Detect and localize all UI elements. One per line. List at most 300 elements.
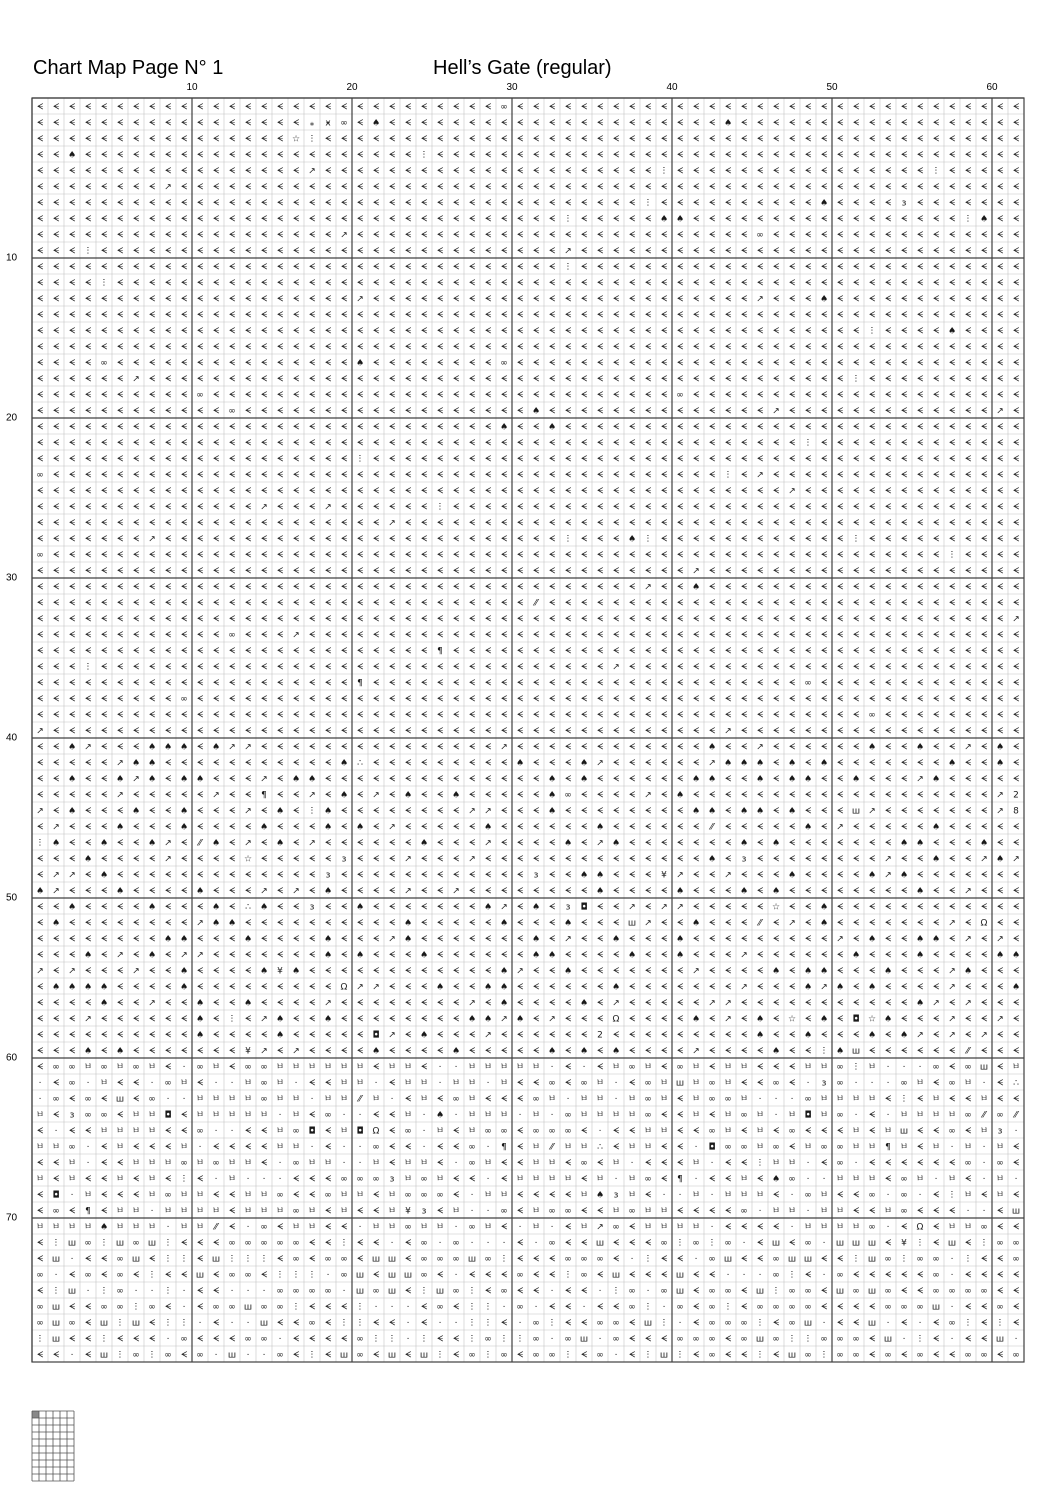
stitch-symbol: ᗕ (373, 1319, 380, 1329)
stitch-symbol: ᗕ (261, 1127, 268, 1137)
stitch-symbol: ᗕ (149, 327, 156, 337)
stitch-symbol: ᗕ (517, 855, 524, 865)
stitch-symbol: ᗕ (661, 551, 668, 561)
stitch-symbol: ㅂ (628, 1191, 637, 1201)
stitch-symbol: ᗕ (453, 327, 460, 337)
stitch-symbol: ᗕ (581, 503, 588, 513)
stitch-symbol: ᗕ (437, 663, 444, 673)
stitch-symbol: ᗕ (805, 631, 812, 641)
stitch-symbol: ᗕ (677, 1095, 684, 1105)
stitch-symbol: ᗕ (901, 423, 908, 433)
stitch-symbol: ᗕ (789, 999, 796, 1009)
stitch-symbol: ∞ (452, 1287, 460, 1297)
stitch-symbol: ☆ (244, 855, 252, 865)
stitch-symbol: ᗕ (853, 423, 860, 433)
stitch-symbol: ᗕ (645, 247, 652, 257)
stitch-symbol: ᗕ (469, 583, 476, 593)
stitch-symbol: ᗕ (565, 199, 572, 209)
stitch-symbol: ♠ (580, 871, 588, 881)
stitch-symbol: ᗕ (437, 375, 444, 385)
stitch-symbol: ᗕ (341, 1223, 348, 1233)
stitch-symbol: ᗕ (421, 663, 428, 673)
stitch-symbol: ᗕ (277, 375, 284, 385)
stitch-symbol: ᗕ (565, 1079, 572, 1089)
stitch-symbol: ∞ (756, 1303, 764, 1313)
stitch-symbol: ᗕ (869, 791, 876, 801)
stitch-symbol: ᗕ (421, 759, 428, 769)
stitch-symbol: ᗕ (885, 583, 892, 593)
stitch-symbol: ᗕ (469, 567, 476, 577)
stitch-symbol: ᗕ (565, 311, 572, 321)
stitch-symbol: ᗕ (997, 343, 1004, 353)
stitch-symbol: ᗕ (677, 983, 684, 993)
stitch-symbol: · (423, 1111, 426, 1121)
stitch-symbol: ᗕ (277, 151, 284, 161)
stitch-symbol: ㅂ (564, 1175, 573, 1185)
stitch-symbol: ᗕ (581, 743, 588, 753)
stitch-symbol: ᗕ (469, 711, 476, 721)
stitch-symbol: ᗕ (805, 167, 812, 177)
stitch-symbol: ᗕ (357, 487, 364, 497)
stitch-symbol: ᗕ (229, 199, 236, 209)
stitch-symbol: ᗕ (437, 551, 444, 561)
stitch-symbol: ᗕ (917, 103, 924, 113)
stitch-symbol: ᗕ (581, 647, 588, 657)
stitch-symbol: ᗕ (853, 215, 860, 225)
stitch-symbol: ㅂ (84, 1223, 93, 1233)
stitch-symbol: ᗕ (197, 359, 204, 369)
stitch-symbol: ♠ (740, 759, 748, 769)
stitch-symbol: ᗕ (437, 423, 444, 433)
stitch-symbol: ᗕ (613, 823, 620, 833)
stitch-symbol: ᗕ (965, 295, 972, 305)
stitch-symbol: ᗕ (677, 1255, 684, 1265)
stitch-symbol: ᗕ (549, 519, 556, 529)
stitch-symbol: ᗕ (533, 439, 540, 449)
stitch-symbol: Ω (341, 983, 348, 993)
stitch-symbol: ᗕ (901, 615, 908, 625)
stitch-symbol: ♠ (212, 743, 220, 753)
stitch-symbol: ᗕ (517, 599, 524, 609)
stitch-symbol: ♠ (404, 919, 412, 929)
stitch-symbol: ᗕ (981, 295, 988, 305)
stitch-symbol: ᗕ (981, 823, 988, 833)
stitch-symbol: ∞ (532, 1127, 540, 1137)
stitch-symbol: ᗕ (405, 247, 412, 257)
stitch-symbol: ᗕ (149, 919, 156, 929)
stitch-symbol: ᗕ (661, 343, 668, 353)
stitch-symbol: ᗕ (725, 199, 732, 209)
stitch-symbol: ᗕ (517, 519, 524, 529)
stitch-symbol: ᗕ (149, 151, 156, 161)
stitch-symbol: ∞ (500, 1351, 508, 1361)
stitch-symbol: ♠ (292, 967, 300, 977)
stitch-symbol: ᗕ (773, 871, 780, 881)
stitch-symbol: ᗕ (437, 391, 444, 401)
stitch-symbol: ᗕ (117, 1079, 124, 1089)
stitch-symbol: ∞ (516, 1303, 524, 1313)
stitch-symbol: ♠ (500, 919, 508, 929)
stitch-symbol: ᗕ (805, 231, 812, 241)
stitch-symbol: ♠ (980, 215, 988, 225)
stitch-symbol: ᗕ (517, 375, 524, 385)
stitch-symbol: ᗕ (821, 263, 828, 273)
stitch-symbol: ᗕ (133, 279, 140, 289)
stitch-symbol: ᗕ (709, 951, 716, 961)
stitch-symbol: ᗕ (245, 1143, 252, 1153)
stitch-symbol: ᗕ (197, 183, 204, 193)
stitch-symbol: · (663, 1191, 666, 1201)
stitch-symbol: ᗕ (421, 807, 428, 817)
stitch-symbol: ᗕ (485, 695, 492, 705)
stitch-symbol: ㅂ (532, 1111, 541, 1121)
stitch-symbol: ∞ (804, 1095, 812, 1105)
stitch-symbol: ♠ (244, 935, 252, 945)
stitch-symbol: · (983, 1207, 986, 1217)
stitch-symbol: ♠ (996, 951, 1004, 961)
stitch-symbol: ∞ (932, 1287, 940, 1297)
stitch-symbol: ᗕ (709, 887, 716, 897)
stitch-symbol: ∞ (804, 679, 812, 689)
stitch-symbol: ш (52, 1319, 60, 1329)
stitch-symbol: ᗕ (133, 695, 140, 705)
stitch-symbol: ᗕ (357, 471, 364, 481)
stitch-symbol: ᗕ (245, 391, 252, 401)
stitch-symbol: ᗕ (181, 103, 188, 113)
stitch-symbol: ᗕ (725, 775, 732, 785)
stitch-symbol: ᗕ (165, 279, 172, 289)
stitch-symbol: ᗕ (197, 263, 204, 273)
stitch-symbol: ᗕ (69, 551, 76, 561)
stitch-symbol: ᗕ (389, 663, 396, 673)
stitch-symbol: ᗕ (741, 647, 748, 657)
stitch-symbol: ᗕ (885, 359, 892, 369)
stitch-symbol: ↗ (308, 791, 316, 801)
stitch-symbol: ↗ (324, 503, 332, 513)
stitch-symbol: ∞ (276, 1191, 284, 1201)
stitch-symbol: ᗕ (853, 999, 860, 1009)
stitch-symbol: ᗕ (885, 1271, 892, 1281)
stitch-symbol: ᗕ (709, 1175, 716, 1185)
stitch-symbol: ᗕ (629, 439, 636, 449)
stitch-symbol: ш (900, 1127, 908, 1137)
stitch-symbol: ᗕ (949, 1063, 956, 1073)
stitch-symbol: ᗕ (53, 151, 60, 161)
stitch-symbol: ᗕ (197, 567, 204, 577)
stitch-symbol: ᗕ (165, 663, 172, 673)
stitch-symbol: ᗕ (869, 663, 876, 673)
stitch-symbol: ∞ (324, 1287, 332, 1297)
stitch-symbol: ♠ (756, 1015, 764, 1025)
stitch-symbol: ᗕ (261, 487, 268, 497)
stitch-symbol: ᗕ (405, 167, 412, 177)
stitch-symbol: ᗕ (901, 343, 908, 353)
stitch-symbol: ㅂ (500, 1079, 509, 1089)
stitch-symbol: ᗕ (901, 183, 908, 193)
stitch-symbol: ᗕ (197, 535, 204, 545)
stitch-symbol: ♠ (68, 151, 76, 161)
stitch-symbol: ᗕ (325, 167, 332, 177)
stitch-symbol: ᗕ (645, 1047, 652, 1057)
stitch-symbol: ᗕ (85, 1303, 92, 1313)
stitch-symbol: ᗕ (549, 695, 556, 705)
stitch-symbol: ᗕ (341, 503, 348, 513)
stitch-symbol: ♠ (84, 983, 92, 993)
stitch-symbol: ᗕ (533, 1079, 540, 1089)
stitch-symbol: ᗕ (709, 631, 716, 641)
stitch-symbol: ᗕ (293, 519, 300, 529)
stitch-symbol: ᗕ (725, 631, 732, 641)
stitch-symbol: ᗕ (965, 503, 972, 513)
stitch-symbol: ᗕ (773, 279, 780, 289)
stitch-symbol: ᗕ (277, 647, 284, 657)
stitch-symbol: ᗕ (677, 167, 684, 177)
stitch-symbol: ᗕ (885, 423, 892, 433)
stitch-symbol: ᗕ (469, 263, 476, 273)
stitch-symbol: ᗕ (517, 1207, 524, 1217)
stitch-symbol: ᗕ (997, 631, 1004, 641)
stitch-symbol: ᗕ (517, 871, 524, 881)
stitch-symbol: ᗕ (821, 567, 828, 577)
stitch-symbol: ♠ (180, 935, 188, 945)
stitch-symbol: ᗕ (1013, 535, 1020, 545)
stitch-symbol: ᗕ (821, 535, 828, 545)
stitch-symbol: ᗕ (453, 1031, 460, 1041)
stitch-symbol: ᗕ (693, 247, 700, 257)
stitch-symbol: ⵗ (359, 1319, 362, 1329)
stitch-symbol: ♠ (868, 983, 876, 993)
stitch-symbol: ᗕ (949, 823, 956, 833)
stitch-symbol: ᗕ (709, 471, 716, 481)
stitch-symbol: · (887, 1191, 890, 1201)
stitch-symbol: ㅂ (388, 1063, 397, 1073)
stitch-symbol: ᗕ (853, 311, 860, 321)
stitch-symbol: ᗕ (709, 647, 716, 657)
stitch-symbol: ᗕ (181, 583, 188, 593)
stitch-symbol: ᗕ (405, 695, 412, 705)
stitch-symbol: ᗕ (517, 231, 524, 241)
stitch-symbol: ♠ (452, 791, 460, 801)
stitch-symbol: · (823, 1319, 826, 1329)
stitch-symbol: ᗕ (741, 119, 748, 129)
stitch-symbol: ᗕ (357, 1031, 364, 1041)
stitch-symbol: ᗕ (869, 1127, 876, 1137)
stitch-symbol: ᗕ (421, 119, 428, 129)
stitch-symbol: ᗕ (725, 439, 732, 449)
stitch-symbol: ᗕ (565, 471, 572, 481)
stitch-symbol: ᗕ (885, 695, 892, 705)
stitch-symbol: ᗕ (885, 375, 892, 385)
stitch-symbol: ᗕ (917, 551, 924, 561)
stitch-symbol: ᗕ (885, 135, 892, 145)
stitch-symbol: ᗕ (197, 279, 204, 289)
stitch-symbol: ᗕ (741, 1287, 748, 1297)
stitch-symbol: ᗕ (581, 951, 588, 961)
stitch-symbol: ᗕ (821, 183, 828, 193)
stitch-symbol: ᗕ (933, 951, 940, 961)
stitch-symbol: ᗕ (805, 567, 812, 577)
stitch-symbol: ᗕ (149, 727, 156, 737)
stitch-symbol: ᗕ (309, 247, 316, 257)
stitch-symbol: ⵗ (823, 1047, 826, 1057)
stitch-symbol: ㅂ (196, 1095, 205, 1105)
stitch-symbol: · (519, 1319, 522, 1329)
stitch-symbol: ᗕ (549, 871, 556, 881)
stitch-symbol: ᗕ (709, 407, 716, 417)
stitch-symbol: ᗕ (901, 1271, 908, 1281)
stitch-symbol: ᗕ (725, 1351, 732, 1361)
stitch-symbol: ᗕ (725, 311, 732, 321)
stitch-symbol: ᗕ (293, 1319, 300, 1329)
stitch-symbol: ᗕ (437, 823, 444, 833)
stitch-symbol: ♠ (1012, 951, 1020, 961)
stitch-symbol: ᗕ (517, 327, 524, 337)
stitch-symbol: ↗ (308, 167, 316, 177)
stitch-symbol: ᗕ (101, 103, 108, 113)
stitch-symbol: ∞ (836, 1159, 844, 1169)
stitch-symbol: ᗕ (933, 983, 940, 993)
stitch-symbol: ᗕ (517, 119, 524, 129)
stitch-symbol: ♠ (548, 1047, 556, 1057)
stitch-symbol: ᗕ (981, 583, 988, 593)
stitch-symbol: ᗕ (693, 679, 700, 689)
stitch-symbol: ᗕ (325, 775, 332, 785)
stitch-symbol: · (615, 1079, 618, 1089)
stitch-symbol: ш (356, 1287, 364, 1297)
stitch-symbol: · (199, 1319, 202, 1329)
stitch-symbol: ᗕ (821, 519, 828, 529)
stitch-symbol: ᗕ (117, 1031, 124, 1041)
stitch-symbol: ᗕ (261, 807, 268, 817)
stitch-symbol: ᗕ (997, 999, 1004, 1009)
stitch-symbol: ᗕ (661, 1271, 668, 1281)
stitch-symbol: ᗕ (581, 551, 588, 561)
stitch-symbol: ᗕ (789, 711, 796, 721)
stitch-symbol: ᗕ (965, 567, 972, 577)
stitch-symbol: ᗕ (453, 871, 460, 881)
stitch-symbol: ᗕ (437, 887, 444, 897)
stitch-symbol: ᗕ (677, 743, 684, 753)
page-title: Chart Map Page N° 1 (33, 57, 223, 80)
stitch-symbol: ᗕ (949, 311, 956, 321)
stitch-symbol: ᗕ (277, 327, 284, 337)
stitch-symbol: ᗕ (837, 471, 844, 481)
stitch-symbol: ш (132, 1319, 140, 1329)
stitch-symbol: · (343, 1111, 346, 1121)
stitch-symbol: ᗕ (613, 871, 620, 881)
stitch-symbol: ᗕ (421, 983, 428, 993)
stitch-symbol: · (423, 1143, 426, 1153)
stitch-symbol: ᗕ (101, 375, 108, 385)
stitch-symbol: ᗕ (549, 823, 556, 833)
stitch-symbol: ᗕ (261, 759, 268, 769)
stitch-symbol: ᗕ (181, 263, 188, 273)
stitch-symbol: ᗕ (773, 439, 780, 449)
stitch-symbol: ᗕ (949, 1047, 956, 1057)
stitch-symbol: ᗕ (501, 247, 508, 257)
stitch-symbol: ㅂ (884, 1207, 893, 1217)
stitch-symbol: ᗕ (341, 951, 348, 961)
stitch-symbol: · (87, 1159, 90, 1169)
stitch-symbol: ᗕ (821, 679, 828, 689)
stitch-symbol: ᗕ (405, 199, 412, 209)
stitch-symbol: ᗕ (597, 807, 604, 817)
stitch-symbol: ᗕ (181, 279, 188, 289)
stitch-symbol: ↗ (116, 759, 124, 769)
stitch-symbol: ᗕ (117, 1335, 124, 1345)
stitch-symbol: ᗕ (277, 983, 284, 993)
stitch-symbol: ᗕ (261, 551, 268, 561)
stitch-symbol: ᗕ (309, 887, 316, 897)
stitch-symbol: ᗕ (997, 247, 1004, 257)
stitch-symbol: ᗕ (293, 807, 300, 817)
stitch-symbol: ᗕ (949, 247, 956, 257)
stitch-symbol: ᗕ (997, 535, 1004, 545)
stitch-symbol: ᗕ (341, 343, 348, 353)
stitch-symbol: ᗕ (837, 487, 844, 497)
stitch-symbol: ㅂ (580, 1191, 589, 1201)
stitch-symbol: ᗕ (309, 663, 316, 673)
stitch-symbol: ᗕ (741, 375, 748, 385)
stitch-symbol: ᗕ (85, 215, 92, 225)
stitch-symbol: ᗕ (645, 375, 652, 385)
stitch-symbol: ᗕ (1013, 327, 1020, 337)
stitch-symbol: ɜ (326, 871, 331, 881)
stitch-symbol: ㅂ (852, 1143, 861, 1153)
stitch-symbol: ᗕ (693, 823, 700, 833)
stitch-symbol: ᗕ (549, 1303, 556, 1313)
stitch-symbol: ᗕ (869, 599, 876, 609)
stitch-symbol: ᗕ (501, 487, 508, 497)
stitch-symbol: ᗕ (261, 359, 268, 369)
stitch-symbol: ᗕ (389, 135, 396, 145)
stitch-symbol: ᗕ (421, 871, 428, 881)
stitch-symbol: ᗕ (821, 391, 828, 401)
stitch-symbol: ᗕ (325, 391, 332, 401)
stitch-symbol: ᗕ (485, 247, 492, 257)
stitch-symbol: ᗕ (949, 999, 956, 1009)
stitch-symbol: · (503, 1239, 506, 1249)
stitch-symbol: ᗕ (677, 807, 684, 817)
stitch-symbol: ᗕ (133, 423, 140, 433)
stitch-symbol: ᗕ (981, 999, 988, 1009)
stitch-symbol: ᗕ (325, 631, 332, 641)
stitch-symbol: ᗕ (277, 871, 284, 881)
stitch-symbol: ㅂ (644, 1063, 653, 1073)
stitch-symbol: ᗕ (405, 951, 412, 961)
stitch-symbol: ᗕ (645, 711, 652, 721)
stitch-symbol: ᗕ (501, 823, 508, 833)
stitch-symbol: ⵗ (567, 215, 570, 225)
stitch-symbol: ᗕ (917, 455, 924, 465)
stitch-symbol: ⵗ (311, 807, 314, 817)
stitch-symbol: ᗕ (917, 135, 924, 145)
stitch-symbol: · (167, 1223, 170, 1233)
stitch-symbol: ᗕ (757, 247, 764, 257)
stitch-symbol: ᗕ (757, 311, 764, 321)
stitch-symbol: ᗕ (533, 215, 540, 225)
stitch-symbol: · (919, 1319, 922, 1329)
stitch-symbol: ᗕ (501, 1175, 508, 1185)
stitch-symbol: ᗕ (725, 247, 732, 257)
stitch-symbol: ᗕ (805, 423, 812, 433)
stitch-symbol: ᗕ (533, 1255, 540, 1265)
stitch-symbol: ∞ (292, 1207, 300, 1217)
stitch-symbol: ᗕ (709, 791, 716, 801)
stitch-symbol: ⵗ (183, 1319, 186, 1329)
stitch-symbol: ᗕ (421, 439, 428, 449)
stitch-symbol: ᗕ (197, 695, 204, 705)
